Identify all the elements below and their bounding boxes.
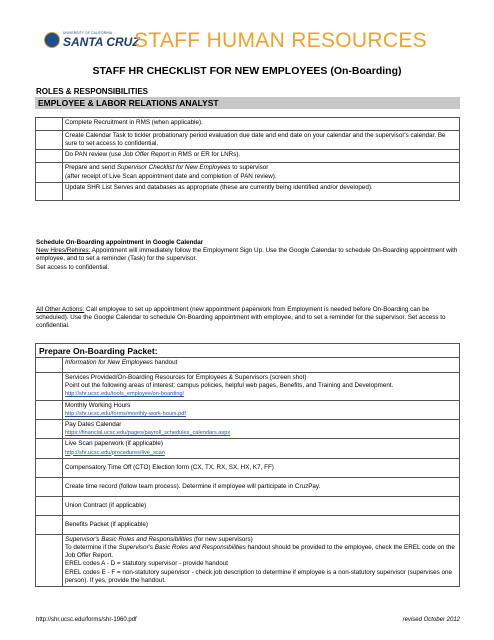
checkbox-cell[interactable] [36, 477, 63, 496]
new-hires-label: New Hires/Rehires: [36, 247, 91, 255]
page-title: STAFF HR CHECKLIST FOR NEW EMPLOYEES (On-Boarding) [92, 65, 402, 77]
table-row [36, 420, 460, 439]
other-actions-label: All Other Actions: [36, 306, 85, 313]
document-title: Supervisor's Basic Roles and Responsibilities [118, 544, 246, 552]
item-cell [63, 496, 460, 515]
item-text: EREL codes E - F = non-statutory supervisor - check job description to determine if employee is a non-statutory supervisor (supervises one person). If yes, provide the handout. [65, 568, 453, 584]
new-hires-access: Set access to confidential. [36, 263, 110, 271]
ucsc-logo[interactable] [44, 30, 140, 52]
item-cell [63, 373, 460, 401]
schedule-heading: Schedule On-Boarding appointment in Google Calendar [36, 239, 204, 246]
table-row [36, 358, 460, 373]
item-text: Monthly Working Hours [65, 401, 131, 409]
table-row [36, 373, 460, 401]
item-cell [63, 358, 460, 373]
logo-campus-text: SANTA CRUZ [63, 35, 140, 49]
checkbox-cell[interactable] [36, 420, 63, 439]
checkbox-cell[interactable] [36, 496, 63, 515]
item-text: handout should be provided to the employee, check the EREL code on the Job Offer Report. [65, 544, 455, 560]
item-cell [63, 534, 460, 586]
checkbox-cell[interactable] [36, 400, 63, 419]
table-row [36, 458, 460, 477]
item-text: Union Contract (if applicable) [65, 501, 147, 509]
checkbox-cell[interactable] [36, 131, 63, 150]
resource-link[interactable]: https://financial.ucsc.edu/pages/payroll_schedules_calendars.aspx [65, 430, 231, 437]
item-cell [63, 400, 460, 419]
document-title: Supervisor Checklist for New Employees [116, 164, 231, 172]
task-cell [63, 163, 460, 182]
table-row [36, 400, 460, 419]
item-text: Services Provided/On-Boarding Resources for Employees & Supervisors (screen shot) [65, 374, 307, 381]
resource-link[interactable]: http://shr.ucsc.edu/procedures/live_scan [65, 449, 165, 456]
task-text: Do PAN review (use [65, 151, 123, 159]
table-row [36, 163, 460, 182]
task-text: (after receipt of Live Scan appointment date and completion of PAN review). [65, 172, 277, 180]
table-row [36, 150, 460, 163]
analyst-checklist-table [35, 117, 460, 201]
footer-revised: revised October 2012 [402, 617, 460, 623]
checkbox-cell[interactable] [36, 458, 63, 477]
item-text: EREL codes A - D = statutory supervisor - provide handout [65, 560, 229, 568]
table-row [36, 515, 460, 534]
new-hires-paragraph [36, 247, 460, 272]
document-title: Information for New Employees [65, 359, 153, 366]
item-cell [63, 515, 460, 534]
task-cell [63, 182, 460, 200]
checkbox-cell[interactable] [36, 118, 63, 131]
task-text: to supervisor [230, 164, 269, 172]
table-row [36, 477, 460, 496]
checkbox-cell[interactable] [36, 534, 63, 586]
item-cell [63, 458, 460, 477]
other-actions-text: Call employee to set up appointment (new appointment paperwork from Employment is needed before On-Boarding can be scheduled). Use the Google Calendar to schedule On-Boarding appointment with employee, and to set a reminder for the supervisor. Set access to confidential. [36, 306, 446, 330]
task-text: Update SHR List Serves and databases as appropriate (these are currently being identified and/or developed). [65, 183, 373, 191]
university-seal-icon [44, 32, 60, 48]
item-cell [63, 420, 460, 439]
item-text: Point out the following areas of interest: campus policies, helpful web pages, Benefits, and Training and Development. [65, 382, 394, 390]
task-cell [63, 150, 460, 163]
task-text: Create Calendar Task to tickler probationary period evaluation due date and end date on your calendar and the supervisor's calendar. Be sure to set access to confidential. [65, 132, 446, 148]
page-header [0, 0, 494, 88]
document-title: Supervisor's Basic Roles and Responsibilities [65, 535, 193, 543]
checkbox-cell[interactable] [36, 515, 63, 534]
checkbox-cell[interactable] [36, 439, 63, 458]
task-cell [63, 131, 460, 150]
other-actions-section [36, 306, 460, 331]
item-text: (for new supervisors) [192, 535, 253, 543]
item-text: Live Scan paperwork (if applicable) [65, 440, 164, 448]
task-text: Complete Recruitment in RMS (when applicable). [65, 119, 203, 126]
item-text: To determine if the [65, 544, 119, 552]
analyst-heading: EMPLOYEE & LABOR RELATIONS ANALYST [35, 97, 460, 109]
logo-university-text: UNIVERSITY OF CALIFORNIA [63, 31, 113, 35]
checkbox-cell[interactable] [36, 163, 63, 182]
table-row [36, 182, 460, 200]
footer-url[interactable]: http://shr.ucsc.edu/forms/shr-1960.pdf [36, 617, 137, 623]
table-row [36, 131, 460, 150]
task-cell [63, 118, 460, 131]
checkbox-cell[interactable] [36, 182, 63, 200]
item-cell [63, 477, 460, 496]
item-text: Pay Dates Calendar [65, 421, 122, 429]
packet-heading: Prepare On-Boarding Packet: [35, 343, 460, 358]
resource-link[interactable]: http://shr.ucsc.edu/tools_employee/on-boarding/ [65, 391, 185, 398]
document-title: Job Offer Report [122, 151, 170, 159]
item-cell [63, 439, 460, 458]
roles-heading: ROLES & RESPONSIBILITIES [36, 87, 149, 96]
checkbox-cell[interactable] [36, 358, 63, 373]
item-text: Compensatory Time Off (CTO) Election form (CX, TX, RX, SX, HX, K7, FF) [65, 463, 274, 471]
task-text: Prepare and send [65, 164, 117, 172]
schedule-section [36, 239, 460, 272]
item-text: Benefits Packet (if applicable) [65, 520, 148, 528]
new-hires-text: Appointment will immediately follow the Employment Sign Up. Use the Google Calendar to schedule On-Boarding appointment with employee, and to set a reminder (Task) for the supervisor. [36, 247, 458, 263]
checkbox-cell[interactable] [36, 373, 63, 401]
department-title: STAFF HUMAN RESOURCES [134, 29, 427, 52]
table-row [36, 439, 460, 458]
item-text: Create time record (follow team process). Determine if employee will participate in CruzPay. [65, 482, 321, 490]
table-row [36, 118, 460, 131]
checkbox-cell[interactable] [36, 150, 63, 163]
resource-link[interactable]: http://shr.ucsc.edu/forms/monthly-work-hours.pdf [65, 410, 186, 417]
packet-checklist-table [35, 357, 460, 587]
table-row [36, 534, 460, 586]
item-text: handout [152, 359, 178, 366]
table-row [36, 496, 460, 515]
task-text: in RMS or ER for LNRs). [169, 151, 241, 159]
